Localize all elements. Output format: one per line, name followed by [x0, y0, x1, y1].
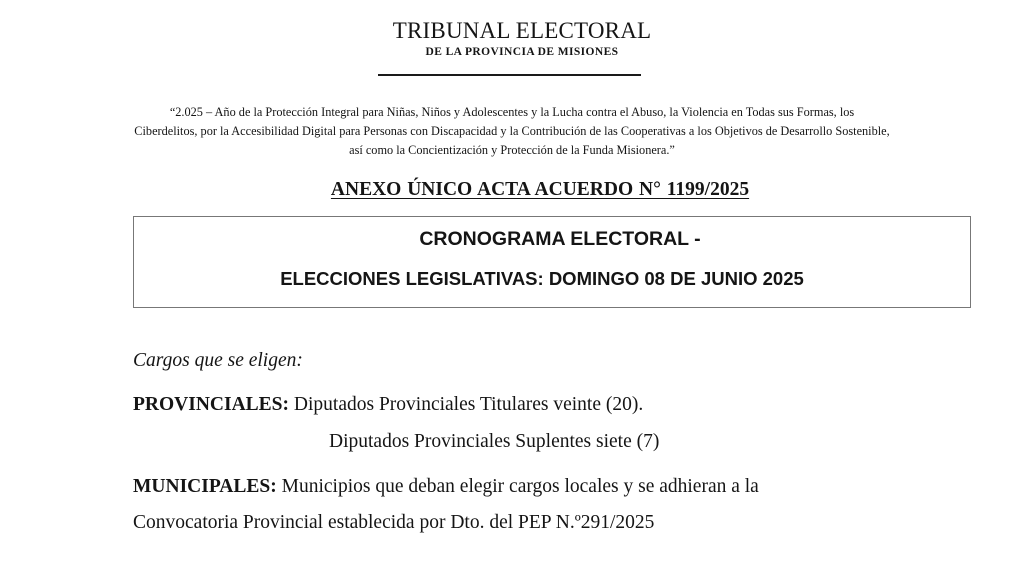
- schedule-title: CRONOGRAMA ELECTORAL -: [419, 228, 701, 250]
- provincial-suplentes: Diputados Provinciales Suplentes siete (7): [329, 431, 660, 452]
- motto-line: así como la Concientización y Protección de la Funda Misionera.”: [349, 143, 675, 157]
- provincial-titulares: Diputados Provinciales Titulares veinte (20).: [293, 394, 644, 415]
- provincial-label: PROVINCIALES:: [133, 394, 290, 415]
- municipal-label: MUNICIPALES:: [133, 476, 277, 497]
- municipal-text: Municipios que deban elegir cargos locales y se adhieran a la: [281, 476, 759, 497]
- institution-title: TRIBUNAL ELECTORAL: [392, 18, 652, 43]
- letterhead-divider: [378, 74, 641, 76]
- schedule-title-box: [133, 216, 971, 308]
- motto-line: Ciberdelitos, por la Accesibilidad Digital para Personas con Discapacidad y la Contribución de las Cooperativas a los Objetivos de Desarrollo Sostenible,: [134, 124, 890, 138]
- municipal-text-continued: Convocatoria Provincial establecida por Dto. del PEP N.º291/2025: [133, 512, 655, 533]
- year-motto: [30, 103, 994, 160]
- annex-title: ANEXO ÚNICO ACTA ACUERDO N° 1199/2025: [330, 179, 750, 200]
- institution-subtitle: DE LA PROVINCIA DE MISIONES: [425, 46, 619, 58]
- election-date-title: ELECCIONES LEGISLATIVAS: DOMINGO 08 DE JUNIO 2025: [280, 268, 804, 289]
- municipal-positions: [133, 476, 759, 498]
- motto-line: “2.025 – Año de la Protección Integral para Niñas, Niños y Adolescentes y la Lucha contra el Abuso, la Violencia en Todas sus Formas, los: [169, 105, 855, 119]
- provincial-positions: [133, 394, 643, 416]
- positions-heading: Cargos que se eligen:: [133, 350, 303, 371]
